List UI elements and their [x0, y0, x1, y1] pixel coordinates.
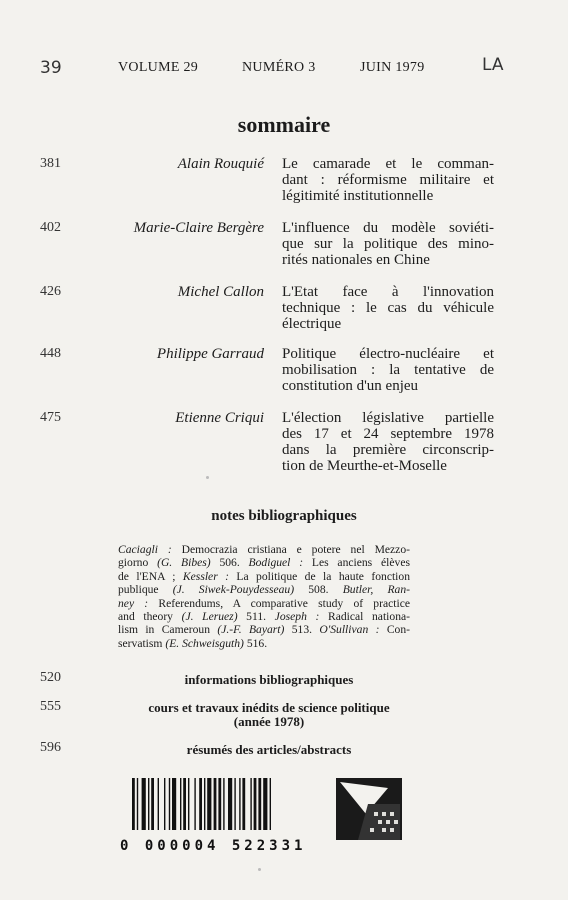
article-title-line: constitution d'un enjeu	[282, 378, 419, 394]
section-line: cours et travaux inédits de science politique	[148, 700, 390, 715]
article-author: Marie-Claire Bergère	[133, 220, 264, 236]
notes-line: de l'ENA ; Kessler : La politique de la haute fonction	[118, 569, 410, 583]
article-title	[282, 220, 494, 268]
paper-speck	[258, 868, 261, 871]
article-title-line: Le camarade et le comman-	[282, 156, 494, 172]
barcode	[118, 774, 408, 854]
article-title	[282, 410, 494, 474]
notes-line: giorno (G. Bibes) 506. Bodiguel : Les anciens élèves	[118, 556, 410, 570]
article-title	[282, 346, 494, 394]
article-title-line: L'influence du modèle soviéti-	[282, 220, 494, 236]
barcode-graphic	[118, 774, 408, 854]
numero-label: NUMÉRO 3	[242, 60, 316, 75]
article-page-number: 475	[40, 410, 61, 425]
article-page-number: 448	[40, 346, 61, 361]
handwritten-initials: LA	[482, 55, 504, 75]
section-cours	[118, 701, 420, 729]
barcode-number: 0 000004 522331	[120, 838, 307, 854]
article-title-line: rités nationales en Chine	[282, 252, 430, 268]
article-title-line: légitimité institutionnelle	[282, 188, 434, 204]
article-title-line: dant : réformisme militaire et	[282, 172, 494, 188]
article-title-line: L'élection législative partielle	[282, 410, 494, 426]
notes-line: lism in Cameroun (J.-F. Bayart) 513. O'Sullivan : Con-	[118, 623, 411, 637]
article-page-number: 426	[40, 284, 61, 299]
notes-heading: notes bibliographiques	[211, 508, 357, 524]
article-page-number: 402	[40, 220, 61, 235]
section-page-number: 596	[40, 740, 61, 755]
article-author: Philippe Garraud	[156, 346, 264, 362]
handwritten-page-number: 39	[40, 58, 62, 78]
notes-line: servatism (E. Schweisguth) 516.	[118, 636, 268, 650]
article-title	[282, 284, 494, 332]
section-informations: informations bibliographiques	[184, 672, 354, 687]
section-page-number: 555	[40, 699, 61, 714]
paper-speck	[206, 476, 209, 479]
notes-line: ney : Referendums, A comparative study of practice	[118, 596, 410, 610]
article-page-number: 381	[40, 156, 61, 171]
article-title-line: technique : le cas du véhicule	[282, 300, 494, 316]
section-resumes: résumés des articles/abstracts	[186, 742, 352, 757]
issue-date: JUIN 1979	[360, 60, 425, 75]
notes-line: and theory (J. Leruez) 511. Joseph : Radical nationa-	[118, 610, 410, 624]
article-title-line: mobilisation : la tentative de	[282, 362, 494, 378]
volume-label: VOLUME 29	[118, 60, 199, 75]
article-author: Etienne Criqui	[175, 410, 264, 426]
article-author: Michel Callon	[177, 284, 264, 300]
article-title-line: tion de Meurthe-et-Moselle	[282, 458, 447, 474]
section-page-number: 520	[40, 670, 61, 685]
notes-body	[118, 543, 410, 650]
page-title: sommaire	[237, 112, 331, 137]
article-title-line: dans la première circonscrip-	[282, 442, 494, 458]
article-title-line: L'Etat face à l'innovation	[282, 284, 494, 300]
notes-line: Caciagli : Democrazia cristiana e potere nel Mezzo-	[118, 543, 410, 556]
article-title-line: des 17 et 24 septembre 1978	[282, 426, 494, 442]
article-title-line: électrique	[282, 316, 342, 332]
article-author: Alain Rouquié	[177, 156, 264, 172]
section-line: (année 1978)	[233, 714, 305, 729]
article-title-line: que sur la politique des mino-	[282, 236, 494, 252]
article-title	[282, 156, 494, 204]
article-title-line: Politique électro-nucléaire et	[282, 346, 494, 362]
notes-line: publique (J. Siwek-Pouydesseau) 508. Butler, Ran-	[118, 583, 410, 597]
